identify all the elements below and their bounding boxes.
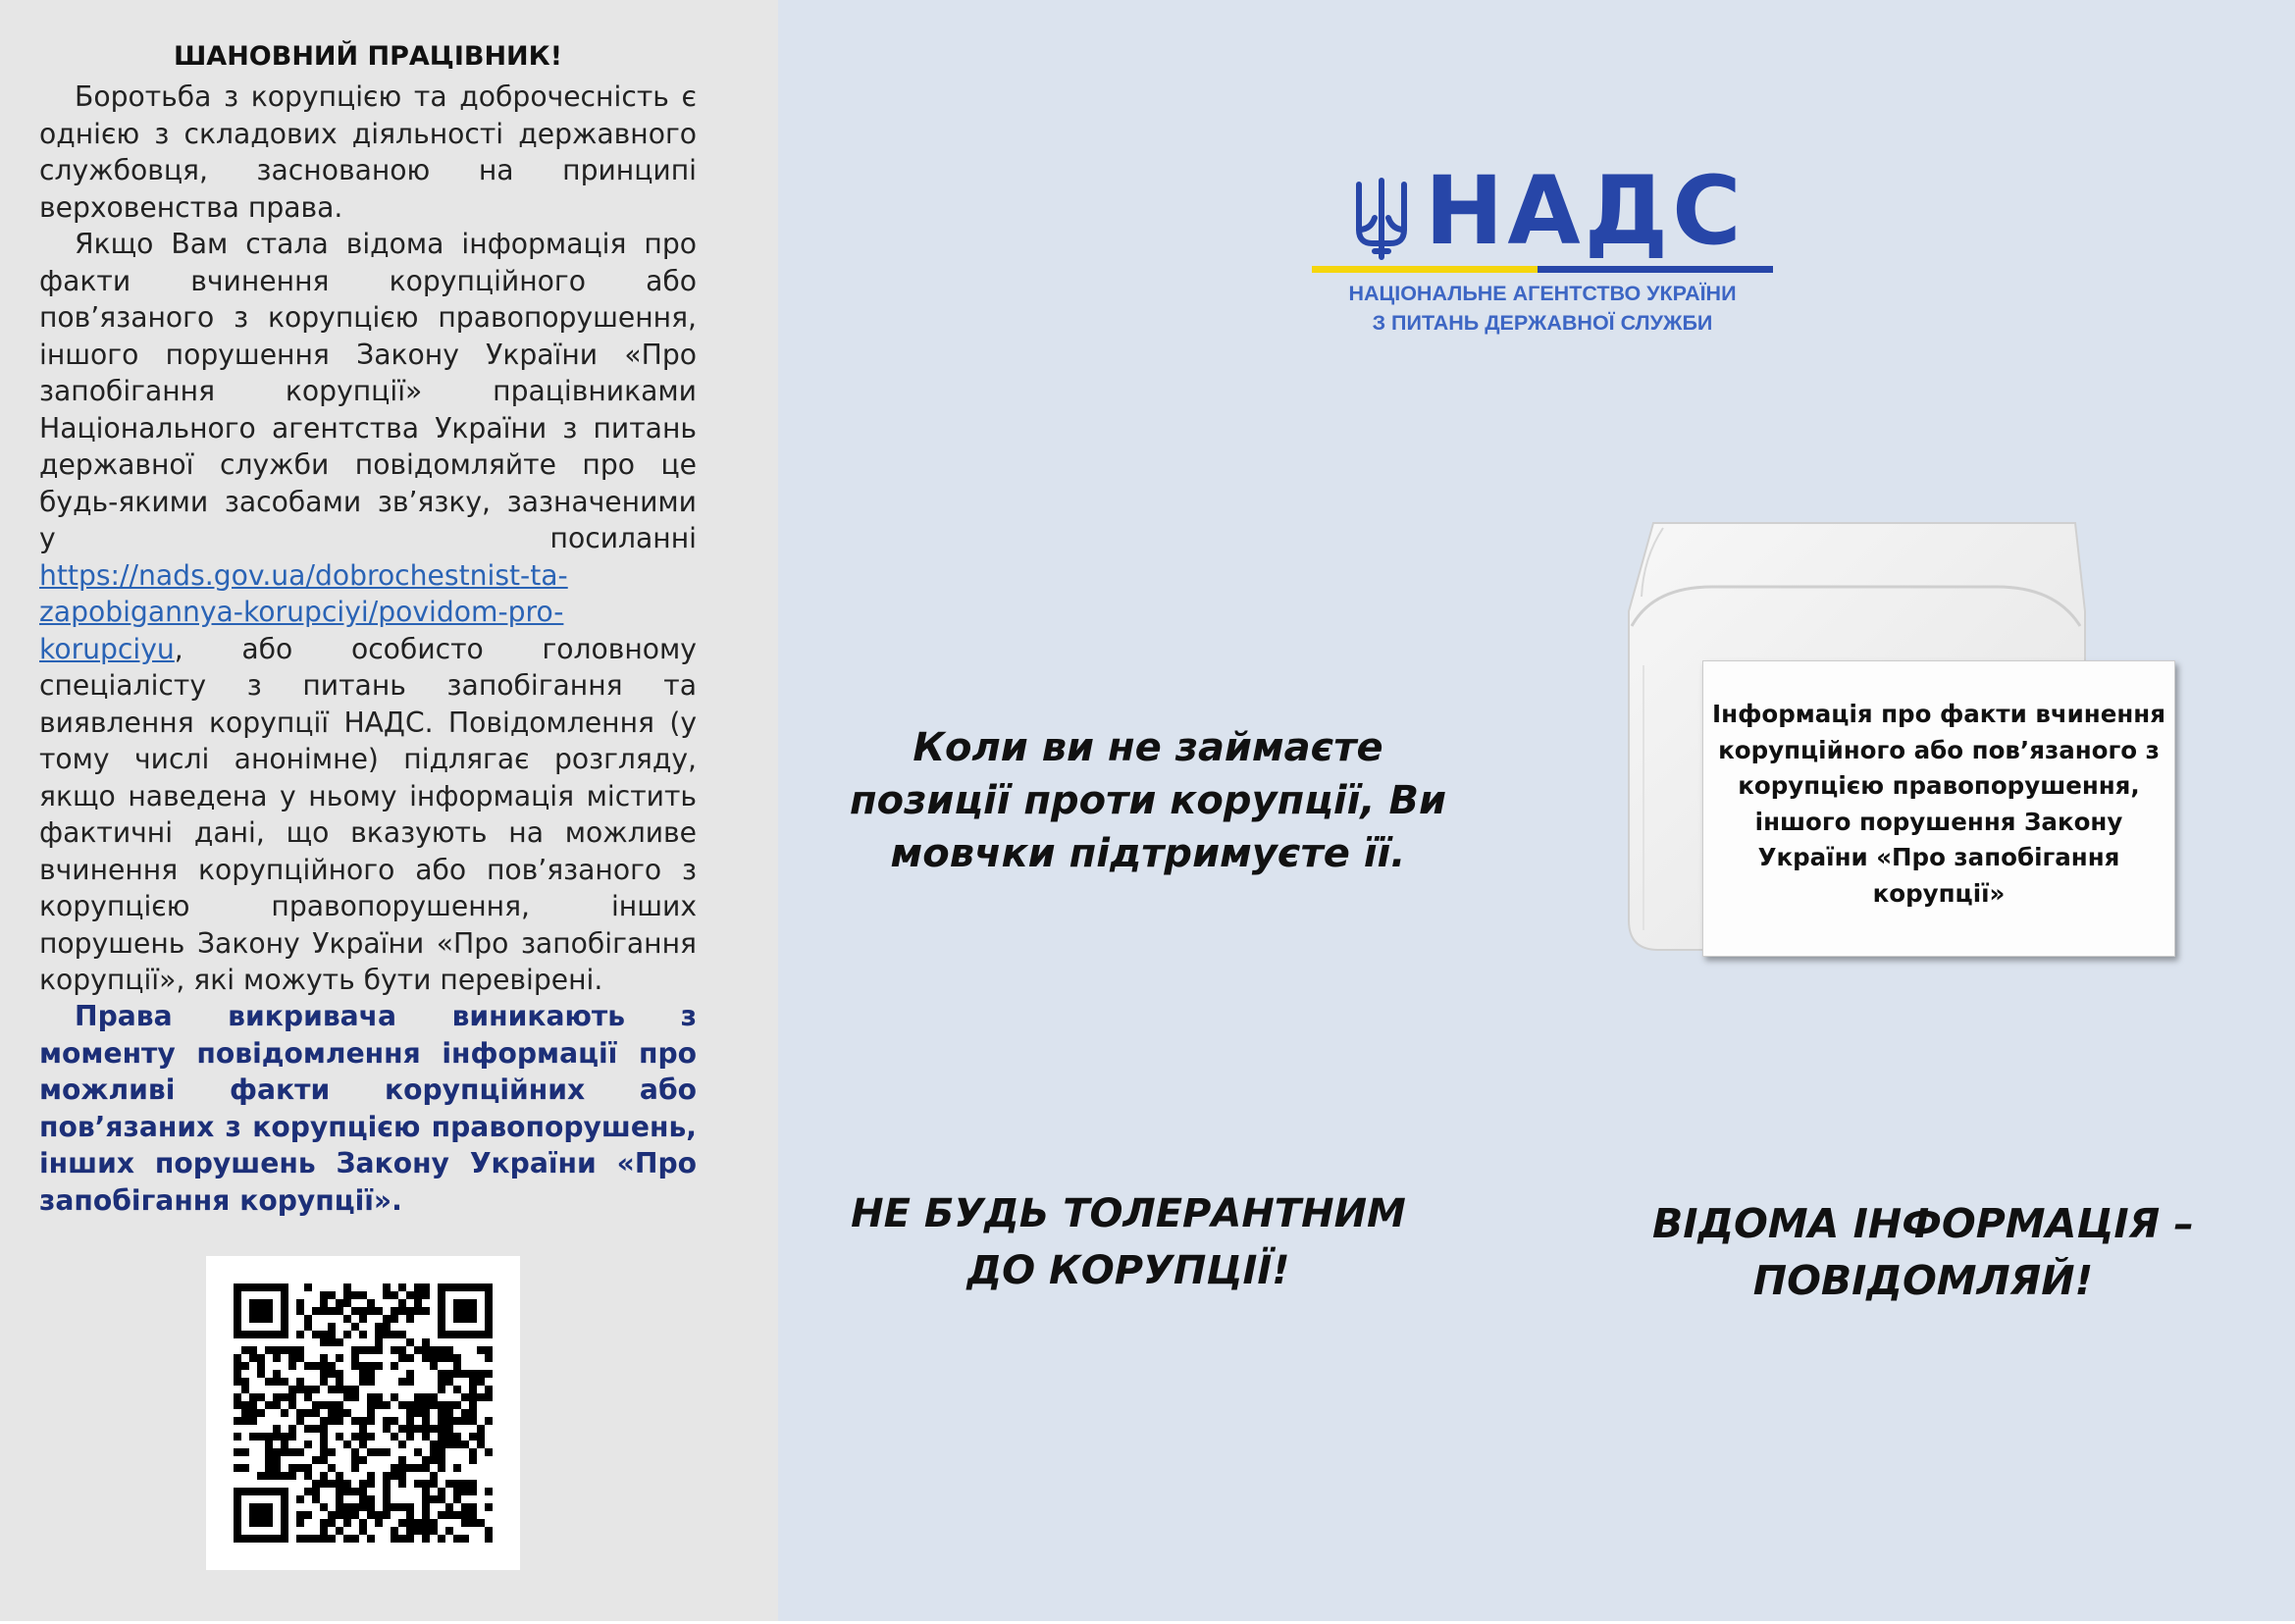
paragraph-report-start: Якщо Вам стала відома інформація про факти вчинення корупційного або пов’язаного з корупцією правопорушення, іншого порушення Закону України «Про запобігання корупції» працівниками Національного агентства України з питань державної служби повідомляйте про це будь-якими засобами зв’язку, зазначеними у посиланні bbox=[39, 228, 697, 554]
report-link[interactable]: https://nads.gov.ua/dobrochestnist-ta-zapobigannya-korupciyi/povidom-pro-korupciyu bbox=[39, 558, 568, 665]
paragraph-report bbox=[39, 226, 697, 999]
body-text bbox=[39, 79, 697, 999]
logo-title: НАДС bbox=[1425, 156, 1746, 266]
logo-bar-yellow bbox=[1312, 266, 1538, 273]
logo-subtitle-line1: НАЦІОНАЛЬНЕ АГЕНТСТВО УКРАЇНИ bbox=[1348, 282, 1737, 305]
slogan-tolerance: НЕ БУДЬ ТОЛЕРАНТНИМ ДО КОРУПЦІЇ! bbox=[851, 1191, 1406, 1293]
paragraph-intro: Боротьба з корупцією та доброчесність є однією з складових діяльності державного службовця, заснованою на принципі верховенства права. bbox=[39, 80, 697, 224]
trident-icon bbox=[1353, 175, 1410, 261]
greeting-heading: ШАНОВНИЙ ПРАЦІВНИК! bbox=[173, 41, 563, 72]
envelope-card-text: Інформація про факти вчинення корупційного або пов’язаного з корупцією правопорушення, іншого порушення Закону України «Про запобігання корупції» bbox=[1712, 700, 2165, 908]
logo-subtitle-line2: З ПИТАНЬ ДЕРЖАВНОЇ СЛУЖБИ bbox=[1372, 311, 1713, 335]
paragraph-report-end: , або особисто головному спеціалісту з питань запобігання та виявлення корупції НАДС. Повідомлення (у тому числі анонімне) підлягає розгляду, якщо наведена у ньому інформація містить фактичні дані, що вказують на можливе вчинення корупційного або пов’язаного з корупцією правопорушення, інших порушень Закону України «Про запобігання корупції», які можуть бути перевірені. bbox=[39, 632, 697, 996]
whistleblower-rights-text: Права викривача виникають з моменту повідомлення інформації про можливі факти корупційних або пов’язаних з корупцією правопорушень, інших порушень Закону України «Про запобігання корупції». bbox=[39, 1000, 697, 1217]
logo-bar-blue bbox=[1538, 266, 1773, 273]
envelope-card bbox=[1702, 660, 2175, 957]
slogan-silence: Коли ви не займаєте позиції проти корупції, Ви мовчки підтримуєте її. bbox=[850, 725, 1446, 876]
slogan-report: ВІДОМА ІНФОРМАЦІЯ – ПОВІДОМЛЯЙ! bbox=[1652, 1200, 2194, 1304]
qr-code-image bbox=[234, 1283, 493, 1543]
qr-code bbox=[206, 1256, 520, 1570]
nads-logo bbox=[1312, 157, 1773, 353]
